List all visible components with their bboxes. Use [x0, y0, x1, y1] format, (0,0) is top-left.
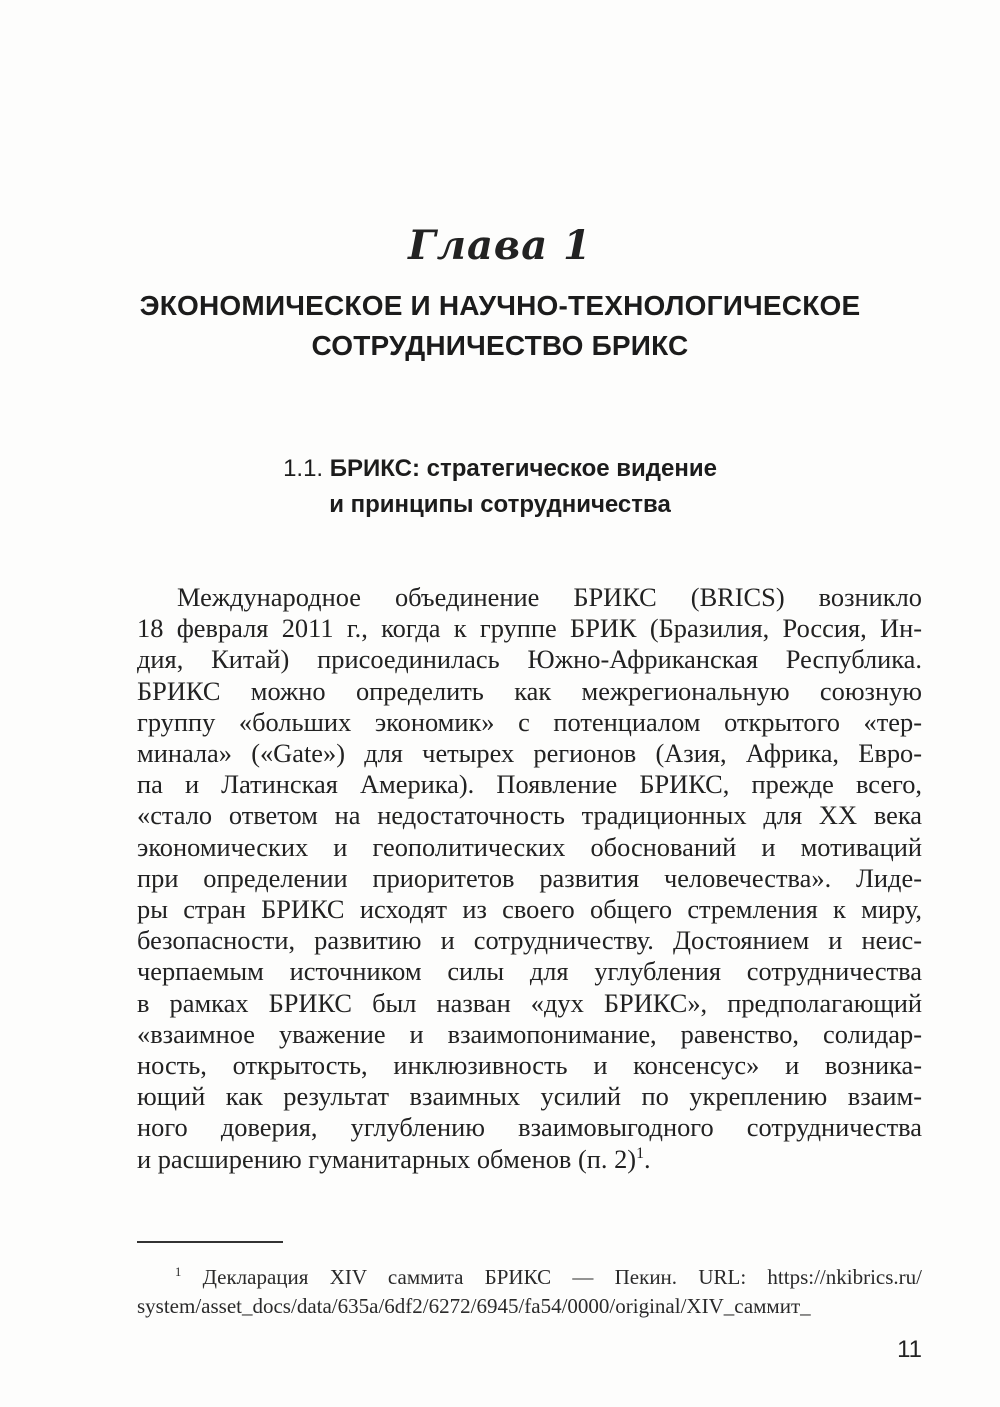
body-line: группу «больших экономик» с потенциалом открытого «тер- [137, 706, 922, 737]
body-line: «стало ответом на недостаточность традиционных для XX века [137, 800, 922, 831]
body-line: при определении приоритетов развития человечества». Лиде- [137, 862, 922, 893]
body-line: па и Латинская Америка). Появление БРИКС, прежде всего, [137, 769, 922, 800]
footnote-line-1 [137, 1263, 922, 1292]
period: . [644, 1143, 651, 1174]
footnote [137, 1263, 922, 1321]
page-number: 11 [897, 1336, 922, 1363]
body-line: ного доверия, углублению взаимовыгодного сотрудничества [137, 1112, 922, 1143]
body-line: ющий как результат взаимных усилий по укреплению взаим- [137, 1081, 922, 1112]
chapter-title [0, 286, 1000, 366]
footnote-text-1: Декларация XIV саммита БРИКС — Пекин. URL: https://nkibrics.ru/ [202, 1265, 923, 1289]
body-line-last [137, 1144, 922, 1175]
section-title-line-1: БРИКС: стратегическое видение [329, 455, 717, 482]
section-number: 1.1. [283, 455, 324, 482]
chapter-label: Глава 1 [408, 222, 592, 269]
chapter-title-line-1: ЭКОНОМИЧЕСКОЕ И НАУЧНО-ТЕХНОЛОГИЧЕСКОЕ [139, 290, 861, 321]
body-paragraph [137, 582, 922, 1175]
body-line: черпаемым источником силы для углубления сотрудничества [137, 956, 922, 987]
body-line: БРИКС можно определить как межрегиональную союзную [137, 675, 922, 706]
body-line: Международное объединение БРИКС (BRICS) возникло [177, 582, 922, 612]
body-line: минала» («Gate») для четырех регионов (Азия, Африка, Евро- [137, 738, 922, 769]
body-line: безопасности, развитию и сотрудничеству. Достоянием и неис- [137, 925, 922, 956]
body-line: дия, Китай) присоединилась Южно-Африканская Республика. [137, 644, 922, 675]
footnote-reference[interactable]: 1 [636, 1144, 644, 1162]
footnote-divider [137, 1241, 283, 1243]
footnote-marker: 1 [175, 1265, 182, 1279]
body-line: ры стран БРИКС исходят из своего общего стремления к миру, [137, 894, 922, 925]
body-line: 18 февраля 2011 г., когда к группе БРИК (Бразилия, Россия, Ин- [137, 613, 922, 644]
footnote-line-2[interactable]: system/asset_docs/data/635a/6df2/6272/6945/fa54/0000/original/XIV_саммит_ [137, 1294, 811, 1318]
body-line: ность, открытость, инклюзивность и консенсус» и возника- [137, 1050, 922, 1081]
body-line: экономических и геополитических обоснований и мотиваций [137, 831, 922, 862]
body-line: «взаимное уважение и взаимопонимание, равенство, солидар- [137, 1018, 922, 1049]
section-title [0, 451, 1000, 523]
body-line-last-text: и расширению гуманитарных обменов (п. 2) [137, 1143, 637, 1174]
body-line: в рамках БРИКС был назван «дух БРИКС», предполагающий [137, 987, 922, 1018]
section-title-line-2: и принципы сотрудничества [329, 491, 671, 518]
chapter-title-line-2: СОТРУДНИЧЕСТВО БРИКС [311, 330, 689, 361]
